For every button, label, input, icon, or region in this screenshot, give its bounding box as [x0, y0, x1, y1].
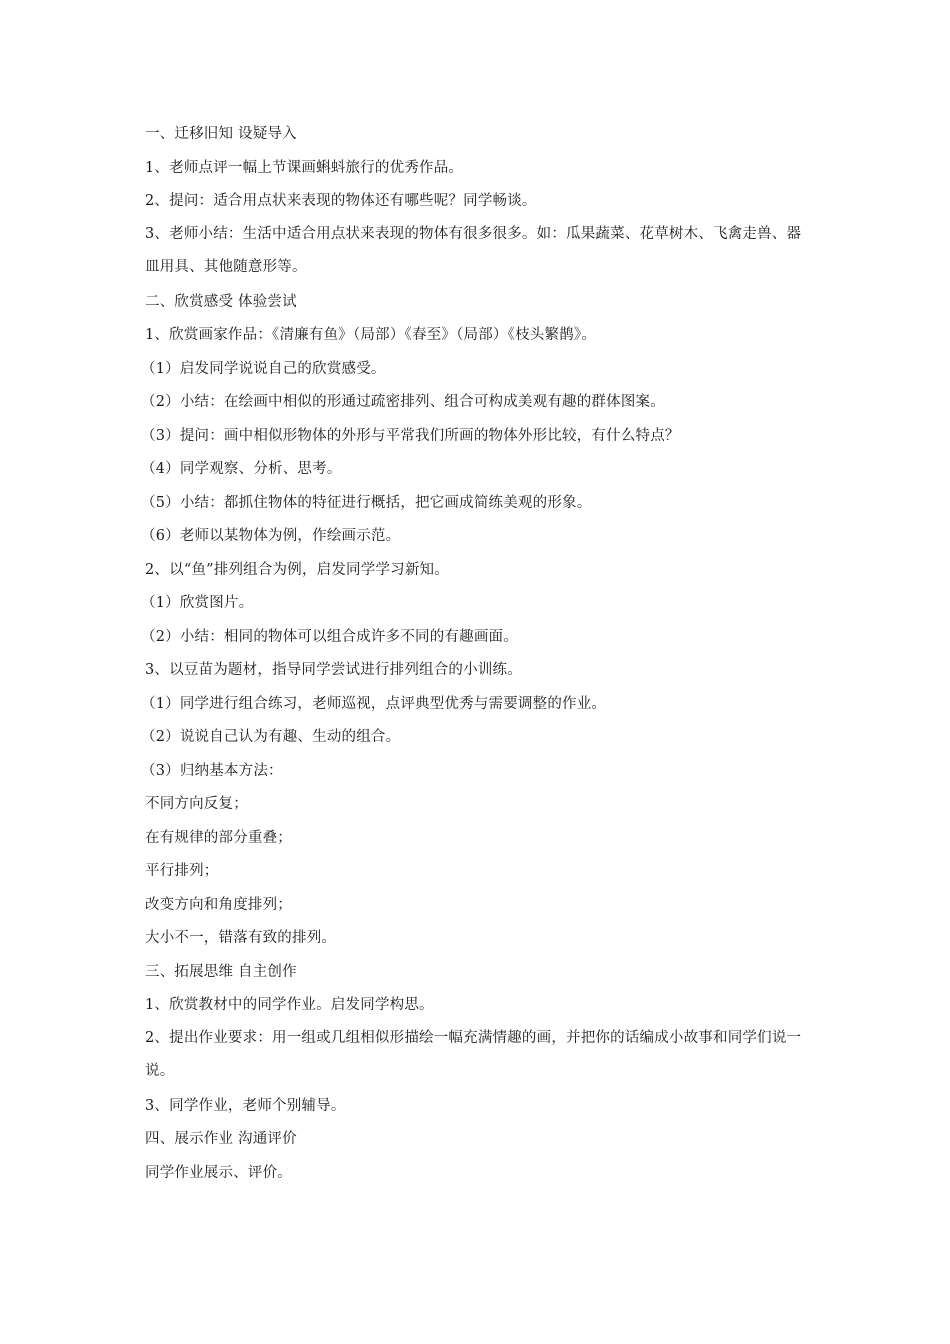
- sub-item: （3）归纳基本方法：: [141, 762, 283, 779]
- method-item: 大小不一，错落有致的排列。: [145, 930, 337, 946]
- paragraph-wrapped: 3、老师小结：生活中适合用点状来表现的物体有很多很多。如：瓜果蔬菜、花草树木、飞禽走兽、器皿用具、其他随意形等。: [145, 225, 802, 276]
- paragraph: 3、以豆苗为题材，指导同学尝试进行排列组合的小训练。: [145, 662, 522, 678]
- lesson-plan-body: [141, 124, 815, 1196]
- sub-item: （4）同学观察、分析、思考。: [141, 461, 342, 477]
- sub-item: （2）小结：相同的物体可以组合成许多不同的有趣画面。: [141, 628, 518, 645]
- sub-item: （1）同学进行组合练习，老师巡视，点评典型优秀与需要调整的作业。: [141, 695, 607, 712]
- paragraph: 1、欣赏教材中的同学作业。启发同学构思。: [145, 997, 434, 1013]
- sub-item: （2）小结：在绘画中相似的形通过疏密排列、组合可构成美观有趣的群体图案。: [141, 394, 665, 410]
- paragraph: 2、提问：适合用点状来表现的物体还有哪些呢？同学畅谈。: [145, 193, 537, 209]
- paragraph: 同学作业展示、评价。: [145, 1164, 292, 1181]
- section-heading-4: 四、展示作业 沟通评价: [145, 1131, 297, 1147]
- method-item: 改变方向和角度排列；: [145, 896, 292, 913]
- method-item: 不同方向反复；: [145, 796, 248, 812]
- sub-item: （1）启发同学说说自己的欣赏感受。: [141, 360, 386, 377]
- paragraph: 2、以“鱼”排列组合为例，启发同学学习新知。: [145, 561, 449, 578]
- sub-item: （1）欣赏图片。: [141, 595, 254, 611]
- sub-item: （2）说说自己认为有趣、生动的组合。: [141, 729, 401, 745]
- sub-item: （3）提问：画中相似形物体的外形与平常我们所画的物体外形比较，有什么特点？: [141, 427, 680, 444]
- paragraph-wrapped: 2、提出作业要求：用一组或几组相似形描绘一幅充满情趣的画，并把你的话编成小故事和同学们说一说。: [145, 1029, 802, 1080]
- paragraph: 1、老师点评一幅上节课画蝌蚪旅行的优秀作品。: [145, 159, 464, 176]
- section-heading-2: 二、欣赏感受 体验尝试: [145, 293, 297, 310]
- section-heading-1: 一、迁移旧知 设疑导入: [145, 126, 297, 142]
- sub-item: （6）老师以某物体为例，作绘画示范。: [141, 528, 401, 544]
- paragraph: 1、欣赏画家作品：《清廉有鱼》（局部）《春至》（局部）《枝头繁鹊》。: [145, 327, 597, 343]
- method-item: 平行排列；: [145, 863, 219, 879]
- paragraph: 3、同学作业，老师个别辅导。: [145, 1097, 346, 1114]
- section-heading-3: 三、拓展思维 自主创作: [145, 963, 297, 980]
- method-item: 在有规律的部分重叠；: [145, 829, 292, 846]
- sub-item: （5）小结：都抓住物体的特征进行概括，把它画成简练美观的形象。: [141, 494, 592, 511]
